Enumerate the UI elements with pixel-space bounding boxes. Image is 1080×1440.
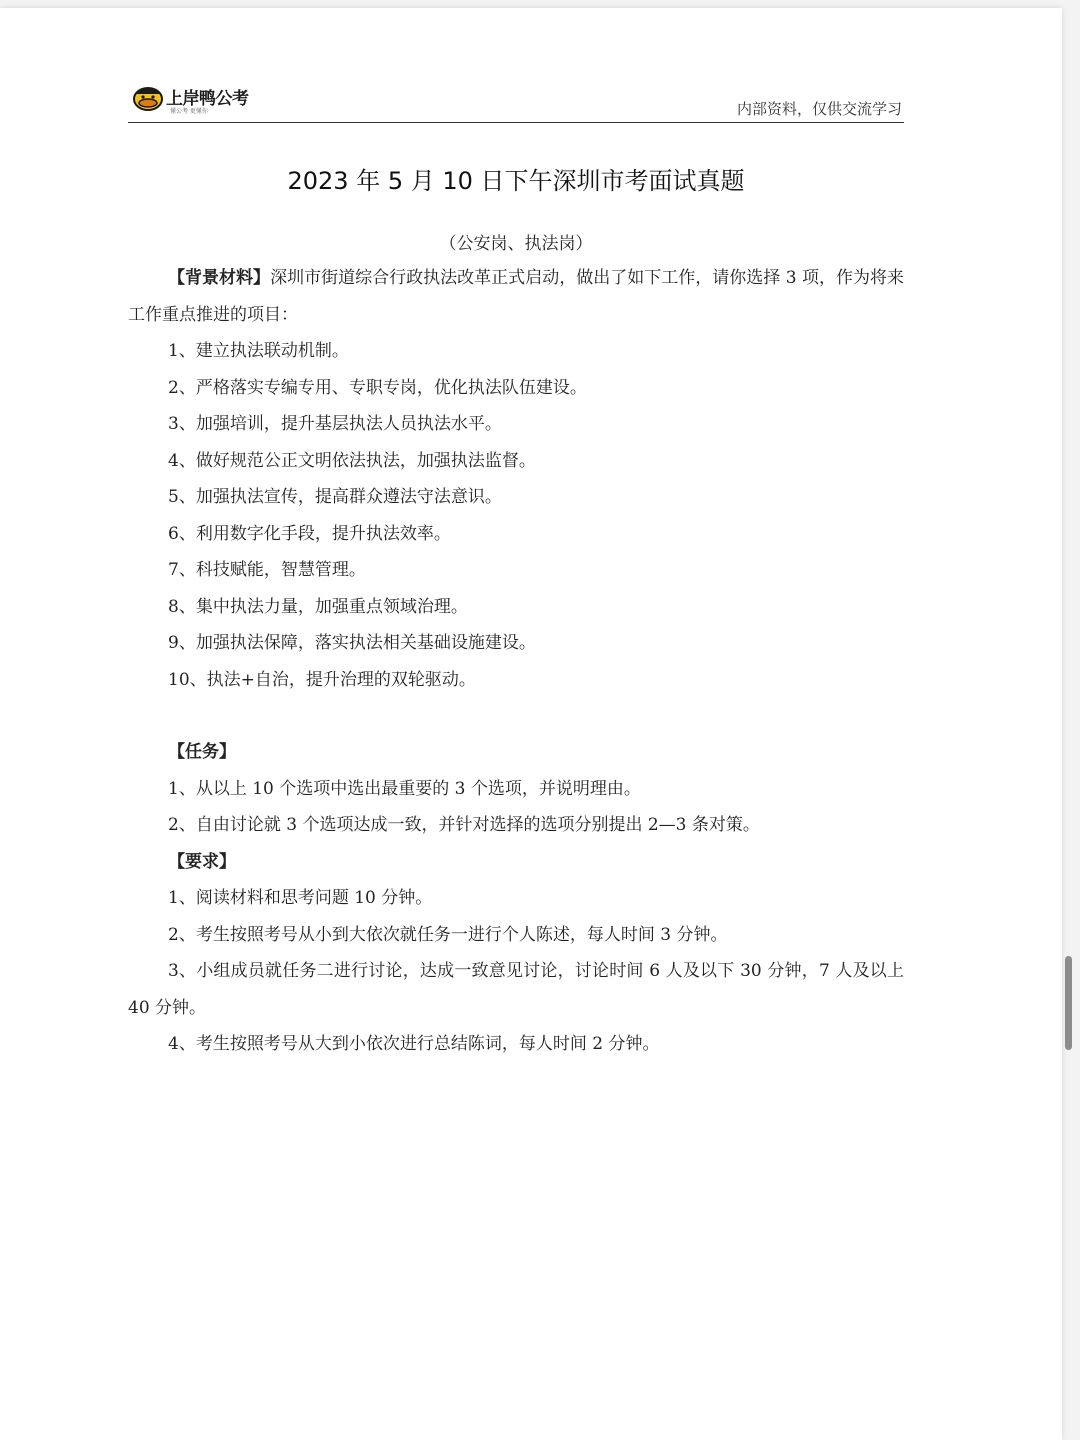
list-item: 8、集中执法力量，加强重点领域治理。	[168, 596, 468, 617]
list-item: 3、加强培训，提升基层执法人员执法水平。	[168, 414, 502, 434]
page-header	[128, 70, 904, 123]
tasks-heading: 【任务】	[168, 742, 236, 762]
logo-slogan: 懂公考 更懂你	[170, 108, 208, 115]
requirement-item: 2、考生按照考号从小到大依次就任务一进行个人陈述，每人时间 3 分钟。	[168, 924, 728, 945]
document-body	[128, 260, 904, 1063]
page-subtitle: （公安岗、执法岗）	[439, 234, 593, 254]
document-page	[0, 8, 1062, 1440]
page-title: 2023 年 5 月 10 日下午深圳市考面试真题	[287, 167, 745, 195]
vertical-scrollbar[interactable]	[1065, 956, 1072, 1050]
duck-icon	[132, 82, 166, 112]
task-item: 2、自由讨论就 3 个选项达成一致，并针对选择的选项分别提出 2—3 条对策。	[168, 815, 760, 835]
logo-text: 上岸鸭公考	[166, 89, 249, 109]
requirements-heading: 【要求】	[168, 851, 236, 872]
list-item: 6、利用数字化手段，提升执法效率。	[168, 523, 451, 544]
list-item: 9、加强执法保障，落实执法相关基础设施建设。	[168, 633, 536, 653]
list-item: 7、科技赋能，智慧管理。	[168, 560, 366, 580]
list-item: 4、做好规范公正文明依法执法，加强执法监督。	[168, 450, 536, 471]
list-item: 2、严格落实专编专用、专职专岗，优化执法队伍建设。	[168, 377, 587, 398]
requirement-item: 3、小组成员就任务二进行讨论，达成一致意见讨论，讨论时间 6 人及以下 30 分钟，7 人及以上 40 分钟。	[128, 961, 904, 1018]
background-text: 深圳市街道综合行政执法改革正式启动，做出了如下工作，请你选择 3 项，作为将来工作重点推进的项目：	[128, 268, 905, 325]
task-item: 1、从以上 10 个选项中选出最重要的 3 个选项，并说明理由。	[168, 778, 641, 799]
spacer	[128, 698, 904, 734]
requirement-item: 4、考生按照考号从大到小依次进行总结陈词，每人时间 2 分钟。	[168, 1034, 660, 1054]
background-label: 【背景材料】	[168, 268, 271, 288]
brand-logo	[132, 78, 262, 118]
list-item: 10、执法+自治，提升治理的双轮驱动。	[168, 669, 476, 690]
list-item: 5、加强执法宣传，提高群众遵法守法意识。	[168, 487, 502, 507]
background-paragraph	[128, 260, 904, 333]
list-item: 1、建立执法联动机制。	[168, 341, 349, 361]
requirement-item: 1、阅读材料和思考问题 10 分钟。	[168, 888, 433, 908]
header-note: 内部资料，仅供交流学习	[736, 100, 902, 118]
